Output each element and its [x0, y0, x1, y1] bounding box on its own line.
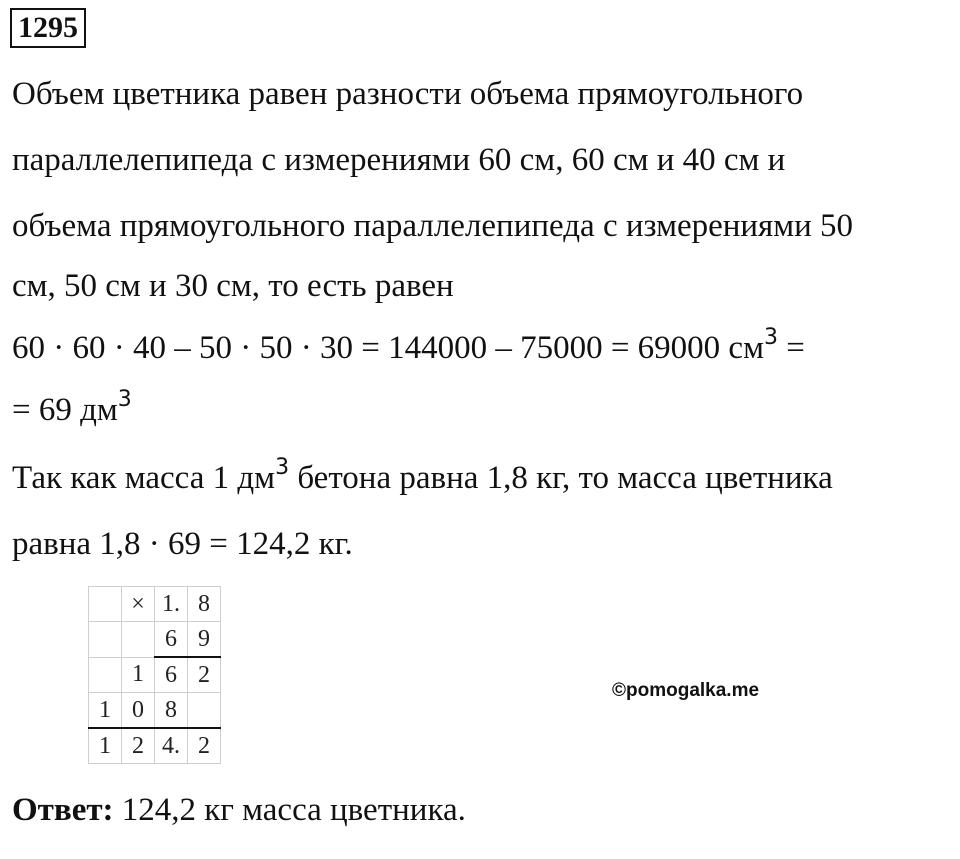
table-row [89, 587, 221, 622]
answer-text: 124,2 кг масса цветника. [113, 792, 466, 828]
grid-cell: 1 [89, 728, 122, 764]
grid-cell: 2 [188, 728, 221, 764]
table-row [89, 728, 221, 764]
table-row [89, 693, 221, 729]
grid-cell: 1. [155, 587, 188, 622]
grid-cell [89, 587, 122, 622]
grid-cell: 1 [122, 657, 155, 693]
cube-superscript: 3 [117, 387, 132, 412]
grid-cell: 0 [122, 693, 155, 729]
grid-cell [122, 622, 155, 658]
mass-statement [12, 455, 833, 497]
watermark: ©pomogalka.me [612, 680, 760, 701]
grid-cell: 2 [122, 728, 155, 764]
grid-cell: 6 [155, 622, 188, 658]
grid-cell: 8 [155, 693, 188, 729]
task-number: 1295 [10, 8, 86, 48]
text-line-2: параллелепипеда с измерениями 60 см, 60 см и 40 см и [12, 142, 786, 178]
table-row [89, 657, 221, 693]
volume-equation-text: 60 · 60 · 40 – 50 · 50 · 30 = 144000 – 75000 = 69000 см [12, 330, 764, 366]
grid-cell: 6 [155, 657, 188, 693]
multiply-sign: × [122, 587, 155, 622]
mass-statement-b: бетона равна 1,8 кг, то масса цветника [289, 460, 833, 496]
mass-statement-a: Так как масса 1 дм [12, 460, 276, 496]
text-line-1: Объем цветника равен разности объема прямоугольного [12, 76, 804, 112]
volume-equation [12, 325, 805, 367]
grid-cell: 4. [155, 728, 188, 764]
multiplication-table [88, 586, 221, 764]
answer-label: Ответ: [12, 792, 114, 828]
grid-cell [89, 657, 122, 693]
grid-cell: 9 [188, 622, 221, 658]
mass-calculation: равна 1,8 · 69 = 124,2 кг. [12, 526, 353, 562]
grid-cell [89, 622, 122, 658]
answer-line [12, 792, 466, 829]
text-line-3: объема прямоугольного параллелепипеда с измерениями 50 [12, 208, 854, 244]
volume-equation-tail: = [777, 330, 805, 366]
cube-superscript: 3 [763, 325, 778, 350]
table-row [89, 622, 221, 658]
grid-cell [188, 693, 221, 729]
volume-result-text: = 69 дм [12, 392, 118, 428]
grid-cell: 1 [89, 693, 122, 729]
grid-cell: 8 [188, 587, 221, 622]
text-line-4: см, 50 см и 30 см, то есть равен [12, 268, 454, 304]
cube-superscript: 3 [275, 455, 290, 480]
volume-result [12, 387, 132, 429]
grid-cell: 2 [188, 657, 221, 693]
